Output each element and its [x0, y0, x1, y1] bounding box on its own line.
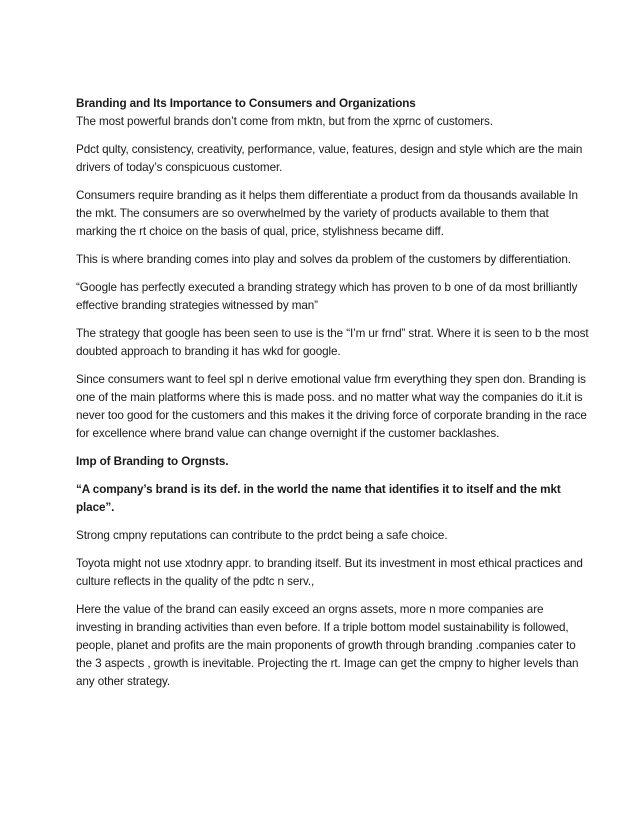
google-quote: “Google has perfectly executed a branding strategy which has proven to b one of da most brilliantly effective branding strategies witnessed by man” — [76, 281, 578, 312]
title-block — [76, 95, 590, 131]
body-paragraph: Pdct qulty, consistency, creativity, performance, value, features, design and style which are the main drivers of today’s conspicuous customer. — [76, 143, 583, 174]
section-quote: “A company’s brand is its def. in the world the name that identifies it to itself and the mkt place”. — [76, 483, 561, 514]
document-subtitle: The most powerful brands don’t come from mktn, but from the xprnc of customers. — [76, 115, 493, 128]
section-heading: Imp of Branding to Orgnsts. — [76, 455, 229, 468]
body-paragraph: Toyota might not use xtodnry appr. to branding itself. But its investment in most ethical practices and culture reflects in the quality of the pdtc n serv., — [76, 557, 583, 588]
body-paragraph: The strategy that google has been seen to use is the “I’m ur frnd” strat. Where it is seen to b the most doubted approach to branding it has wkd for google. — [76, 327, 589, 358]
body-paragraph: Strong cmpny reputations can contribute to the prdct being a safe choice. — [76, 529, 448, 542]
body-paragraph: This is where branding comes into play and solves da problem of the customers by differentiation. — [76, 253, 571, 266]
document-title: Branding and Its Importance to Consumers and Organizations — [76, 97, 416, 110]
body-paragraph: Consumers require branding as it helps them differentiate a product from da thousands available In the mkt. The consumers are so overwhelmed by the variety of products available to them that marking the rt choice on the basis of qual, price, stylishness became diff. — [76, 189, 578, 238]
body-paragraph: Since consumers want to feel spl n derive emotional value frm everything they spen don. Branding is one of the main platforms where this is made poss. and no matter what way the companies do it.it is never too good for the customers and this makes it the driving force of corporate branding in the race for excellence where brand value can change overnight if the customer backlashes. — [76, 373, 587, 440]
body-paragraph: Here the value of the brand can easily exceed an orgns assets, more n more companies are investing in branding activities than even before. If a triple bottom model sustainability is followed, people, planet and profits are the main proponents of growth through branding .companies cater to the 3 aspects , growth is inevitable. Projecting the rt. Image can get the cmpny to higher levels than any other strategy. — [76, 603, 579, 688]
